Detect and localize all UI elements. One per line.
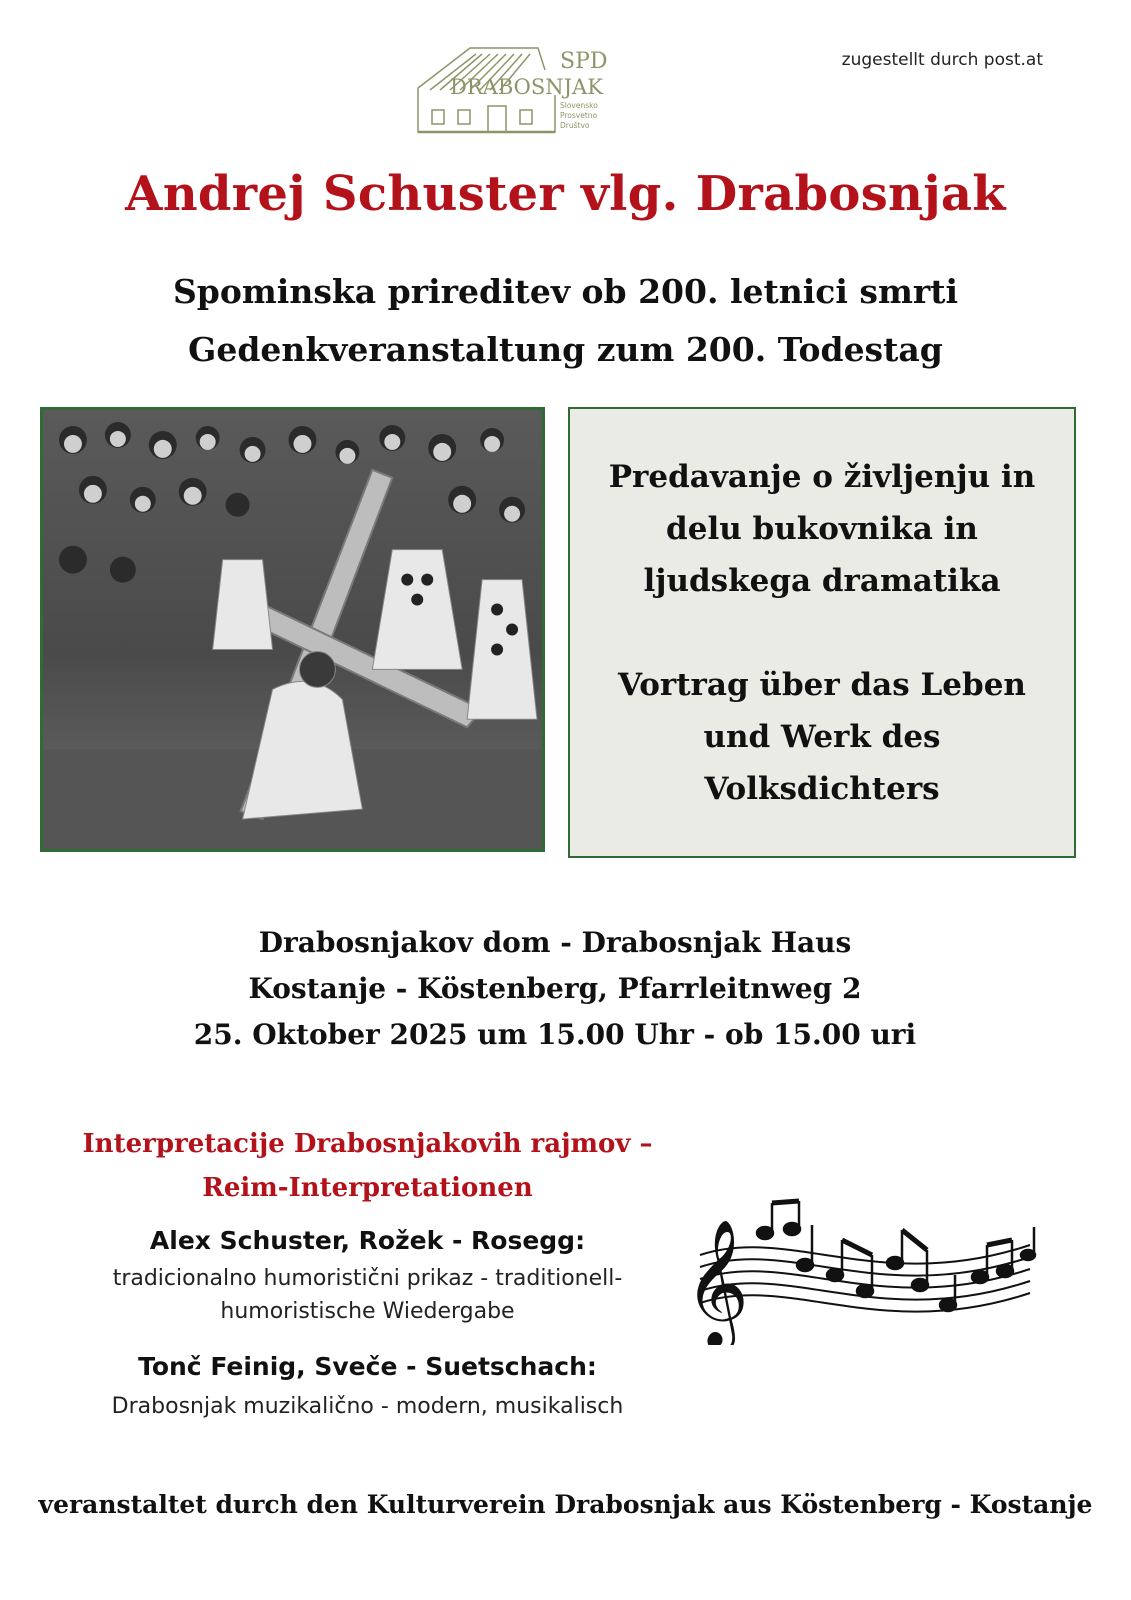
performer-2-description: Drabosnjak muzikalično - modern, musikalisch [111, 1394, 624, 1419]
lecture-de-line-3: Volksdichters [704, 770, 940, 807]
event-datetime: 25. Oktober 2025 um 15.00 Uhr - ob 15.00 uri [193, 1018, 917, 1051]
photo-image [43, 410, 542, 849]
music-notes-icon [680, 1195, 1040, 1345]
performer-1-description [40, 1262, 695, 1328]
logo-name-text: DRABOSNJAK [450, 75, 603, 99]
spd-drabosnjak-logo [410, 40, 650, 140]
venue-name: Drabosnjakov dom - Drabosnjak Haus [258, 926, 852, 959]
performer-2-name: Tonč Feinig, Sveče - Suetschach: [138, 1352, 597, 1381]
farmhouse-logo-icon [410, 40, 650, 140]
interpretations-heading-line-2: Reim-Interpretationen [202, 1173, 533, 1203]
lecture-box [568, 407, 1076, 858]
lecture-sl-line-3: ljudskega dramatika [643, 562, 1001, 599]
lecture-sl-line-2: delu bukovnika in [666, 510, 978, 547]
passion-play-photo [40, 407, 545, 852]
lecture-de-line-2: und Werk des [703, 718, 941, 755]
logo-tagline-3: Društvo [560, 121, 590, 130]
venue-address: Kostanje - Köstenberg, Pfarrleitnweg 2 [248, 972, 862, 1005]
performer-1-desc-line-2: humoristische Wiedergabe [220, 1299, 515, 1324]
svg-text:𝄞: 𝄞 [684, 1218, 750, 1345]
logo-tagline-1: Slovensko [560, 101, 598, 110]
lecture-de-line-1: Vortrag über das Leben [618, 666, 1026, 703]
subtitle-german: Gedenkveranstaltung zum 200. Todestag [188, 330, 943, 369]
lecture-sl-line-1: Predavanje o življenju in [608, 458, 1036, 495]
interpretations-heading-line-1: Interpretacije Drabosnjakovih rajmov – [82, 1129, 653, 1159]
music-staff-decoration [680, 1195, 1040, 1345]
logo-spd-text: SPD [560, 49, 608, 74]
delivery-note: zugestellt durch post.at [841, 50, 1043, 70]
performer-1-name: Alex Schuster, Rožek - Rosegg: [149, 1226, 586, 1255]
organizer-footer: veranstaltet durch den Kulturverein Drabosnjak aus Köstenberg - Kostanje [38, 1490, 1093, 1519]
page-title: Andrej Schuster vlg. Drabosnjak [125, 166, 1006, 222]
interpretations-heading [60, 1122, 675, 1210]
logo-tagline-2: Prosvetno [560, 111, 598, 120]
subtitle-slovenian: Spominska prireditev ob 200. letnici smrti [172, 272, 959, 311]
performer-1-desc-line-1: tradicionalno humoristični prikaz - traditionell- [112, 1266, 623, 1291]
